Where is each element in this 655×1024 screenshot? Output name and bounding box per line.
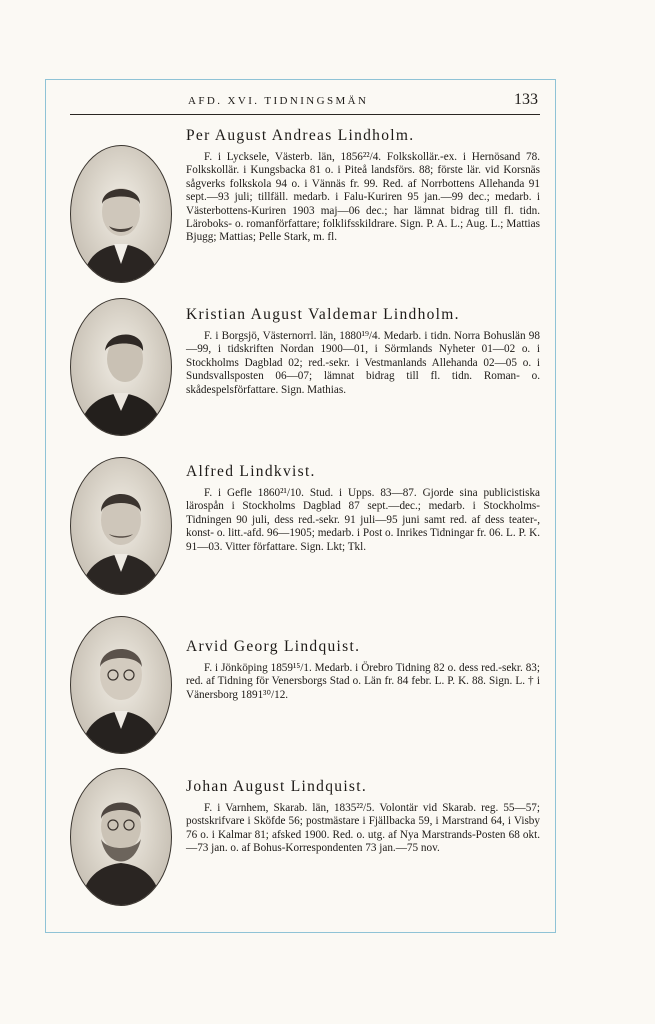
entry-text: F. i Varnhem, Skarab. län, 1835²²/5. Volontär vid Skarab. reg. 55—57; postskrifvare i Sköfde 56; postmästare i Fjällbacka 59, i Marstrand 64, i Visby 76 o. i Kalmar 81; afsked 1900. Red. o. utg. af Nya Marstrands-Posten 68 okt.—73 jan. o. af Bohus-Korrespondenten 73 jan.—75 nov. [186,802,540,855]
person-name: Kristian August Valdemar Lindholm. [186,306,460,323]
portrait-photo [70,145,172,283]
portrait-silhouette-icon [71,617,171,753]
entry-body [186,778,540,856]
entry-text: F. i Lycksele, Västerb. län, 1856²²/4. Folkskollär.-ex. i Hernösand 78. Folkskollär. i Kungsbacka 81 o. i Piteå landsförs. 88; förste lär. vid Korsnäs sågverks folkskola 94 o. i Vännäs fr. 99. Red. af Norrbottens Allehanda 91 sept.—93 juli; tillfäll. medarb. i Falu-Kuriren 95 jan.—99 dec.; medarb. i Västerbottens-Kuriren 1903 maj—06 dec.; har lämnat bidrag till fl. tidn. Läroboks- o. romanförfattare; folklifsskildrare. Sign. P. A. L.; Aug. L.; Mattias Bjugg; Mattias; Pelle Stark, m. fl. [186,151,540,244]
entry-body [186,463,540,554]
person-name: Arvid Georg Lindquist. [186,638,361,655]
section-title: AFD. XVI. TIDNINGSMÄN [188,95,369,107]
portrait-silhouette-icon [71,299,171,435]
person-name: Johan August Lindquist. [186,778,368,795]
entry-text: F. i Borgsjö, Västernorrl. län, 1880¹⁹/4. Medarb. i tidn. Norra Bohuslän 98—99, i tidskriften Nordan 1900—01, i Sörmlands Nyheter 01—02 o. i Stockholms Dagblad 02; red.-sekr. i Vestmanlands Allehanda 02—05 o. i Sundsvallsposten 06—07; lämnat bidrag till fl. tidn. Roman- o. skådespelsförfattare. Sign. Mathias. [186,330,540,396]
entry-body [186,638,540,702]
entry-text: F. i Gefle 1860²¹/10. Stud. i Upps. 83—87. Gjorde sina publicistiska lärospån i Stockholms Dagblad 87 sept.—dec.; medarb. i Stockholms-Tidningen 90 juli, dess red.-sekr. 91 juli—95 juni samt red. af dess teater-, konst- o. litt.-afd. 96—1905; medarb. i Post o. Inrikes Tidningar fr. 06. L. P. K. 91—03. Vitter författare. Sign. Lkt; Tkl. [186,487,540,553]
page-number: 133 [514,91,538,108]
running-header [70,91,540,115]
portrait-photo [70,457,172,595]
portrait-photo [70,616,172,754]
entry-body [186,306,540,397]
portrait-silhouette-icon [71,769,171,905]
portrait-silhouette-icon [71,146,171,282]
portrait-photo [70,298,172,436]
entry-body [186,127,540,245]
entry-text: F. i Jönköping 1859¹⁵/1. Medarb. i Örebro Tidning 82 o. dess red.-sekr. 83; red. af Tidning för Venersborgs Stad o. Län fr. 84 febr. L. P. K. 88. Sign. L. † i Vänersborg 1891³⁰/12. [186,662,540,701]
person-name: Per August Andreas Lindholm. [186,127,415,144]
person-name: Alfred Lindkvist. [186,463,316,480]
portrait-silhouette-icon [71,458,171,594]
portrait-photo [70,768,172,906]
